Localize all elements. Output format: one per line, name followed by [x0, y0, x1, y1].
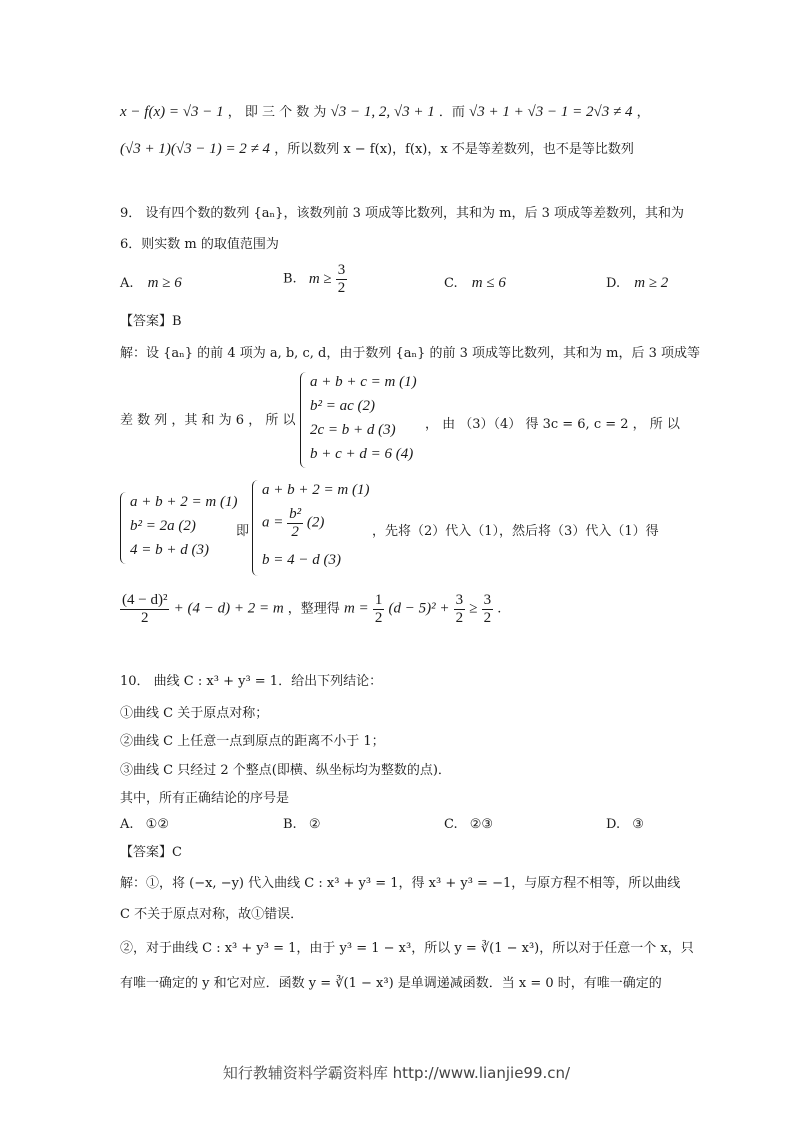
fraction	[287, 506, 303, 540]
text: ，所以数列 x − f(x)，f(x)，x 不是等差数列，也不是等比数列	[274, 142, 634, 157]
formula: ≥	[469, 600, 478, 617]
q9-option-c	[444, 275, 506, 292]
q10-solution-4: 有唯一确定的 y 和它对应．函数 y = ∛(1 − x³) 是单调递减函数．当 x = 0 时，有唯一确定的	[120, 976, 662, 991]
denominator: 2	[374, 609, 383, 626]
lhs: a =	[262, 514, 284, 531]
formula: (√3 + 1)(√3 − 1) = 2 ≠ 4	[120, 141, 271, 157]
fraction	[454, 592, 466, 626]
q10-solution-1: 解：①，将 (−x, −y) 代入曲线 C : x³ + y³ = 1，得 x³ + y³ = −1，与原方程不相等，所以曲线	[120, 876, 681, 891]
numerator: b²	[289, 506, 302, 522]
option-label: A.	[120, 276, 134, 291]
q9-option-a	[120, 275, 182, 292]
system-row: b + c + d = 6 (4)	[310, 446, 414, 462]
top-line-1	[120, 103, 650, 121]
formula: + (4 − d) + 2 = m	[173, 600, 284, 617]
q9-equation-line	[120, 592, 501, 626]
period: .	[497, 601, 502, 617]
top-line-2	[120, 140, 634, 158]
q10-option-d	[606, 817, 644, 832]
option-text: m ≥ 2	[634, 275, 669, 291]
q10-solution-3: ②，对于曲线 C : x³ + y³ = 1，由于 y³ = 1 − x³，所以 y = ∛(1 − x³)，所以对于任意一个 x，只	[120, 941, 694, 956]
formula: x − f(x) = √3 − 1	[120, 104, 224, 120]
q9-stem-2: 6．则实数 m 的取值范围为	[120, 237, 279, 252]
option-label: C.	[444, 817, 458, 832]
equation-system-1	[300, 372, 417, 468]
system-row: a + b + 2 = m (1)	[262, 482, 370, 498]
q9-option-d	[606, 275, 668, 292]
option-label: C.	[444, 276, 458, 291]
system-row: 2c = b + d (3)	[310, 422, 396, 438]
denominator: 2	[140, 609, 149, 626]
system-row: b = 4 − d (3)	[262, 552, 341, 568]
text: ，整理得	[287, 601, 340, 617]
system-row: a + b + c = m (1)	[310, 374, 417, 390]
equation-system-2	[120, 492, 238, 564]
option-text: ②	[308, 817, 321, 832]
q10-answer: 【答案】C	[120, 845, 182, 860]
q10-option-c	[444, 817, 493, 832]
q10-option-b	[283, 817, 320, 832]
q9-solution-3-post: ，先将（2）代入（1），然后将（3）代入（1）得	[372, 524, 659, 539]
formula: √3 − 1, 2, √3 + 1	[330, 104, 435, 120]
formula: (d − 5)² +	[388, 600, 450, 617]
formula: √3 + 1 + √3 − 1 = 2√3 ≠ 4	[469, 104, 633, 120]
denominator: 2	[291, 523, 299, 540]
ji-text: 即	[236, 524, 250, 539]
denominator: 2	[483, 609, 492, 626]
q9-solution-2-pre: 差 数 列 ，其 和 为 6 ， 所 以	[120, 413, 296, 428]
q9-option-b	[283, 262, 347, 296]
numerator: 3	[337, 262, 346, 278]
brace	[252, 480, 261, 576]
numerator: 3	[483, 592, 492, 608]
q9-solution-1: 解：设 {aₙ} 的前 4 项为 a, b, c, d，由于数列 {aₙ} 的前 3 项成等比数列，其和为 m，后 3 项成等	[120, 346, 701, 361]
system-row: 4 = b + d (3)	[130, 542, 209, 558]
system-row: a + b + 2 = m (1)	[130, 494, 238, 510]
brace	[120, 492, 129, 564]
q9-stem-1: 9． 设有四个数的数列 {aₙ}，该数列前 3 项成等比数列，其和为 m，后 3 项成等差数列，其和为	[120, 206, 684, 221]
q10-conclusion-2: ②曲线 C 上任意一点到原点的距离不小于 1；	[120, 734, 385, 749]
option-text: m ≤ 6	[471, 275, 506, 291]
option-text: ①②	[145, 817, 169, 832]
text: ．而	[438, 105, 465, 120]
brace	[300, 372, 309, 468]
text: ，	[636, 105, 650, 120]
footer-watermark: 知行教辅资料学霸资料库 http://www.lianjie99.cn/	[222, 1064, 571, 1082]
q10-conclusion-3: ③曲线 C 只经过 2 个整点(即横、纵坐标均为整数的点)．	[120, 763, 451, 778]
system-row: b² = 2a (2)	[130, 518, 196, 534]
q10-conclusion-1: ①曲线 C 关于原点对称；	[120, 706, 269, 721]
option-label: D.	[606, 276, 621, 291]
fraction	[373, 592, 385, 626]
label: (2)	[306, 514, 325, 531]
option-text: m ≥ 6	[147, 275, 182, 291]
q10-ask: 其中，所有正确结论的序号是	[120, 791, 290, 806]
system-row	[262, 506, 324, 540]
option-text: ③	[632, 817, 644, 832]
denominator: 2	[337, 279, 346, 296]
formula: m =	[343, 600, 369, 617]
numerator: (4 − d)²	[122, 592, 168, 608]
option-label: B.	[283, 271, 297, 287]
option-label: D.	[606, 817, 621, 832]
option-label: B.	[283, 817, 297, 832]
option-label: A.	[120, 817, 134, 832]
fraction	[120, 592, 169, 626]
numerator: 1	[374, 592, 383, 608]
text: ， 即 三 个 数 为	[227, 105, 327, 120]
q10-stem: 10． 曲线 C : x³ + y³ = 1．给出下列结论：	[120, 674, 383, 689]
fraction	[482, 592, 494, 626]
numerator: 3	[455, 592, 464, 608]
q10-solution-2: C 不关于原点对称，故①错误．	[120, 907, 304, 922]
system-row: b² = ac (2)	[310, 398, 376, 414]
q9-solution-2-post: ， 由 （3）（4） 得 3c = 6, c = 2 ， 所 以	[425, 417, 680, 432]
q10-option-a	[120, 817, 169, 832]
fraction	[336, 262, 348, 296]
denominator: 2	[455, 609, 464, 626]
option-text: m ≥	[308, 270, 332, 287]
q9-answer: 【答案】B	[120, 314, 182, 329]
equation-system-3	[252, 480, 372, 576]
option-text: ②③	[469, 817, 494, 832]
